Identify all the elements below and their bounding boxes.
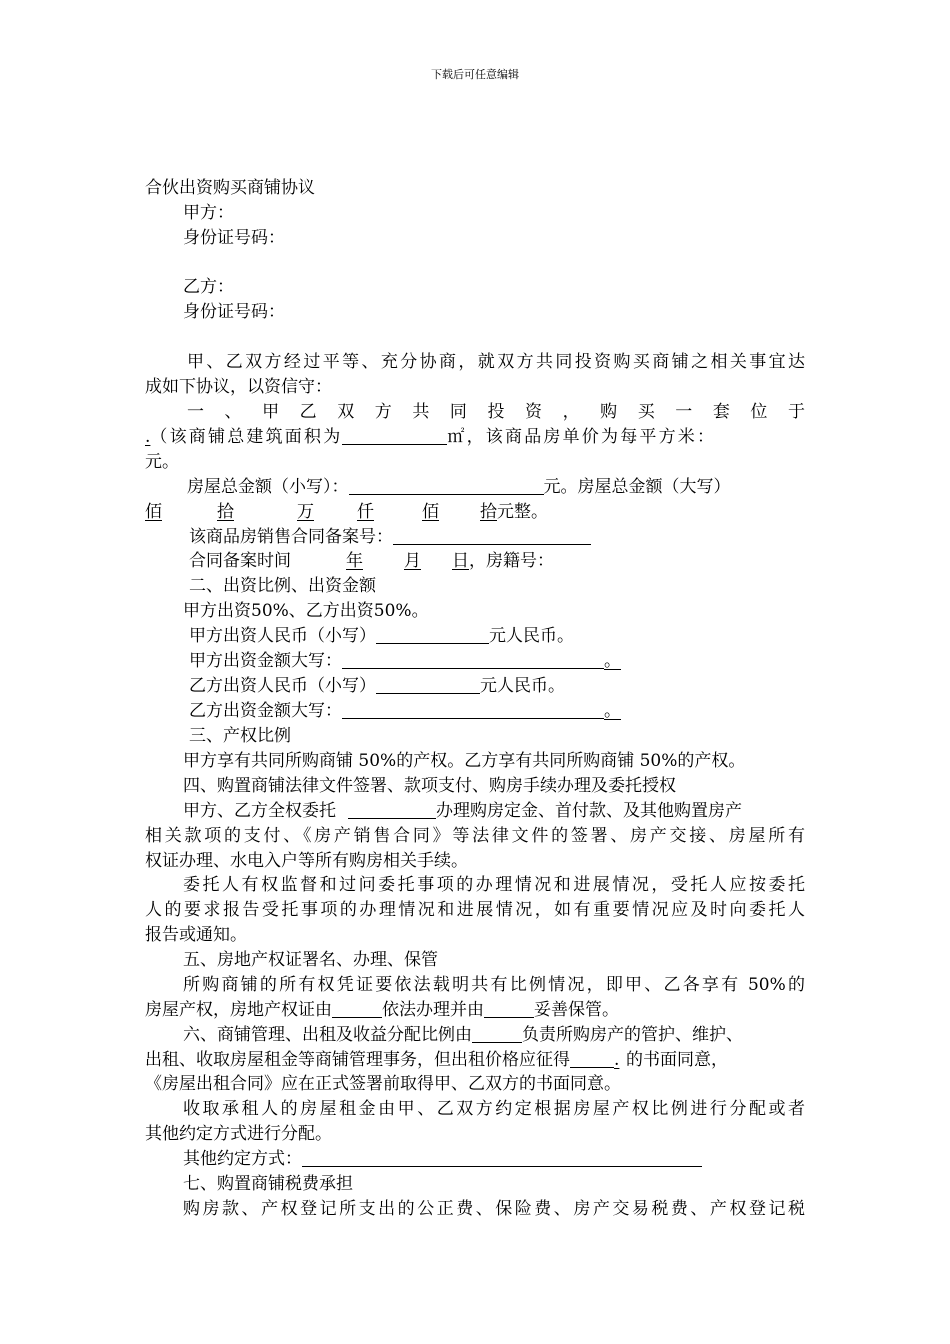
- clause1-line-1: 一、甲乙双方共同投资，购买一套位于: [187, 402, 805, 422]
- big-qian: 仟: [357, 502, 374, 522]
- a-big-blank: [342, 650, 604, 669]
- a-small-label: 甲方出资人民币（小写）: [189, 626, 376, 646]
- record-time-label: 合同备案时间: [189, 551, 291, 571]
- big-end: 元整。: [497, 502, 548, 522]
- record-year: 年: [346, 551, 363, 571]
- a-small-suffix: 元人民币。: [489, 626, 574, 646]
- clause4-p2-line-1: 委托人有权监督和过问委托事项的办理情况和进展情况，受托人应按委托: [183, 875, 805, 895]
- a-small-blank: [376, 625, 489, 644]
- clause5-line-1: 所购商铺的所有权凭证要依法载明共有比例情况，即甲、乙各享有 50%的: [183, 975, 805, 995]
- intro-line-2: 成如下协议，以资信守：: [145, 377, 332, 397]
- clause4-p1-line-3: 权证办理、水电入户等所有购房相关手续。: [145, 851, 468, 871]
- b-big-blank: [342, 700, 604, 719]
- certificate-keep-suffix: 妥善保管。: [534, 1000, 619, 1020]
- other-agreement-blank: [302, 1148, 702, 1167]
- unit-price-text: ㎡，该商品房单价为每平方米：: [447, 427, 717, 447]
- certificate-keeper-blank: [484, 999, 534, 1018]
- rent-approver-blank: [570, 1049, 614, 1068]
- big-bai2: 佰: [422, 502, 439, 522]
- clause2-ratio: 甲方出资50%、乙方出资50%。: [183, 601, 429, 621]
- b-big-label: 乙方出资金额大写：: [189, 701, 342, 721]
- clause7-title: 七、购置商铺税费承担: [183, 1174, 353, 1194]
- a-big-label: 甲方出资金额大写：: [189, 651, 342, 671]
- other-agreement-label: 其他约定方式：: [183, 1149, 302, 1169]
- b-contribution-small: [189, 675, 565, 697]
- b-big-period: 。: [604, 701, 621, 721]
- party-a-label: 甲方：: [183, 203, 234, 223]
- b-small-blank: [376, 675, 480, 694]
- manage-scope: 负责所购房产的管护、维护、: [522, 1025, 743, 1045]
- clause7-line-1: 购房款、产权登记所支出的公正费、保险费、房产交易税费、产权登记税: [183, 1199, 805, 1219]
- big-wan: 万: [297, 502, 314, 522]
- rent-price-label: 出租、收取房屋租金等商铺管理事务，但出租价格应征得: [145, 1050, 570, 1070]
- clause4-p2-line-3: 报告或通知。: [145, 925, 247, 945]
- location-blank: .: [145, 427, 151, 447]
- total-small-label: 房屋总金额（小写）：: [187, 477, 349, 497]
- a-contribution-small: [189, 625, 574, 647]
- a-contribution-big: [189, 650, 621, 672]
- document-title: 合伙出资购买商铺协议: [145, 178, 315, 198]
- manager-blank: [472, 1024, 522, 1043]
- rent-approver-dot: .: [614, 1050, 620, 1070]
- house-number-label: ，房籍号：: [469, 551, 554, 571]
- clause4-p1-line-1: [183, 800, 742, 822]
- clause1-line-2: [145, 426, 716, 448]
- clause4-p2-line-2: 人的要求报告受托事项的办理情况和进展情况，如有重要情况应及时向委托人: [145, 900, 805, 920]
- rent-price-suffix: 的书面同意，: [626, 1050, 728, 1070]
- certificate-handler-blank: [332, 999, 382, 1018]
- manage-label: 六、商铺管理、出租及收益分配比例由: [183, 1025, 472, 1045]
- clause4-p1-line-2: 相关款项的支付、《房产销售合同》等法律文件的签署、房产交接、房屋所有: [145, 826, 805, 846]
- entrust-label: 甲方、乙方全权委托: [183, 801, 336, 821]
- a-big-period: 。: [604, 651, 621, 671]
- clause6-p2-line-1: 收取承租人的房屋租金由甲、乙双方约定根据房屋产权比例进行分配或者: [183, 1099, 805, 1119]
- record-number-label: 该商品房销售合同备案号：: [189, 527, 393, 547]
- total-amount-line: [187, 476, 731, 498]
- entrustee-blank: [348, 800, 436, 819]
- total-big-line: [145, 501, 548, 523]
- clause6-line-1: [183, 1024, 743, 1046]
- clause5-line-2: [145, 999, 619, 1021]
- total-small-blank: [349, 476, 544, 495]
- party-a-id-label: 身份证号码：: [183, 228, 285, 248]
- clause6-p2-line-2: 其他约定方式进行分配。: [145, 1124, 332, 1144]
- clause2-title: 二、出资比例、出资金额: [189, 576, 376, 596]
- b-small-label: 乙方出资人民币（小写）: [189, 676, 376, 696]
- clause5-title: 五、房地产权证署名、办理、保管: [183, 950, 438, 970]
- big-bai: 佰: [145, 502, 162, 522]
- party-b-label: 乙方：: [183, 277, 234, 297]
- b-contribution-big: [189, 700, 621, 722]
- record-time-line: [189, 550, 554, 572]
- page-header: 下载后可任意编辑: [431, 68, 519, 81]
- clause6-line-3: 《房屋出租合同》应在正式签署前取得甲、乙双方的书面同意。: [145, 1074, 621, 1094]
- clause6-line-2: [145, 1049, 728, 1071]
- b-small-suffix: 元人民币。: [480, 676, 565, 696]
- record-month: 月: [404, 551, 421, 571]
- total-big-label: 元。房屋总金额（大写）: [543, 477, 731, 497]
- intro-line-1: 甲、乙双方经过平等、充分协商，就双方共同投资购买商铺之相关事宜达: [187, 352, 805, 372]
- certificate-by-label: 房屋产权，房地产权证由: [145, 1000, 332, 1020]
- record-number-line: [189, 526, 591, 548]
- record-number-blank: [393, 526, 591, 545]
- clause1-line-3: 元。: [145, 452, 179, 472]
- party-b-id-label: 身份证号码：: [183, 302, 285, 322]
- record-day: 日: [452, 551, 469, 571]
- area-blank: [342, 426, 447, 445]
- area-text: （该商铺总建筑面积为: [150, 427, 343, 447]
- clause3-title: 三、产权比例: [189, 726, 291, 746]
- entrust-scope: 办理购房定金、首付款、及其他购置房产: [436, 801, 742, 821]
- clause3-text: 甲方享有共同所购商铺 50%的产权。乙方享有共同所购商铺 50%的产权。: [183, 751, 746, 771]
- big-shi2: 拾: [480, 502, 497, 522]
- certificate-keep-label: 依法办理并由: [382, 1000, 484, 1020]
- clause4-title: 四、购置商铺法律文件签署、款项支付、购房手续办理及委托授权: [183, 776, 676, 796]
- other-agreement-line: [183, 1148, 702, 1170]
- big-shi: 拾: [217, 502, 234, 522]
